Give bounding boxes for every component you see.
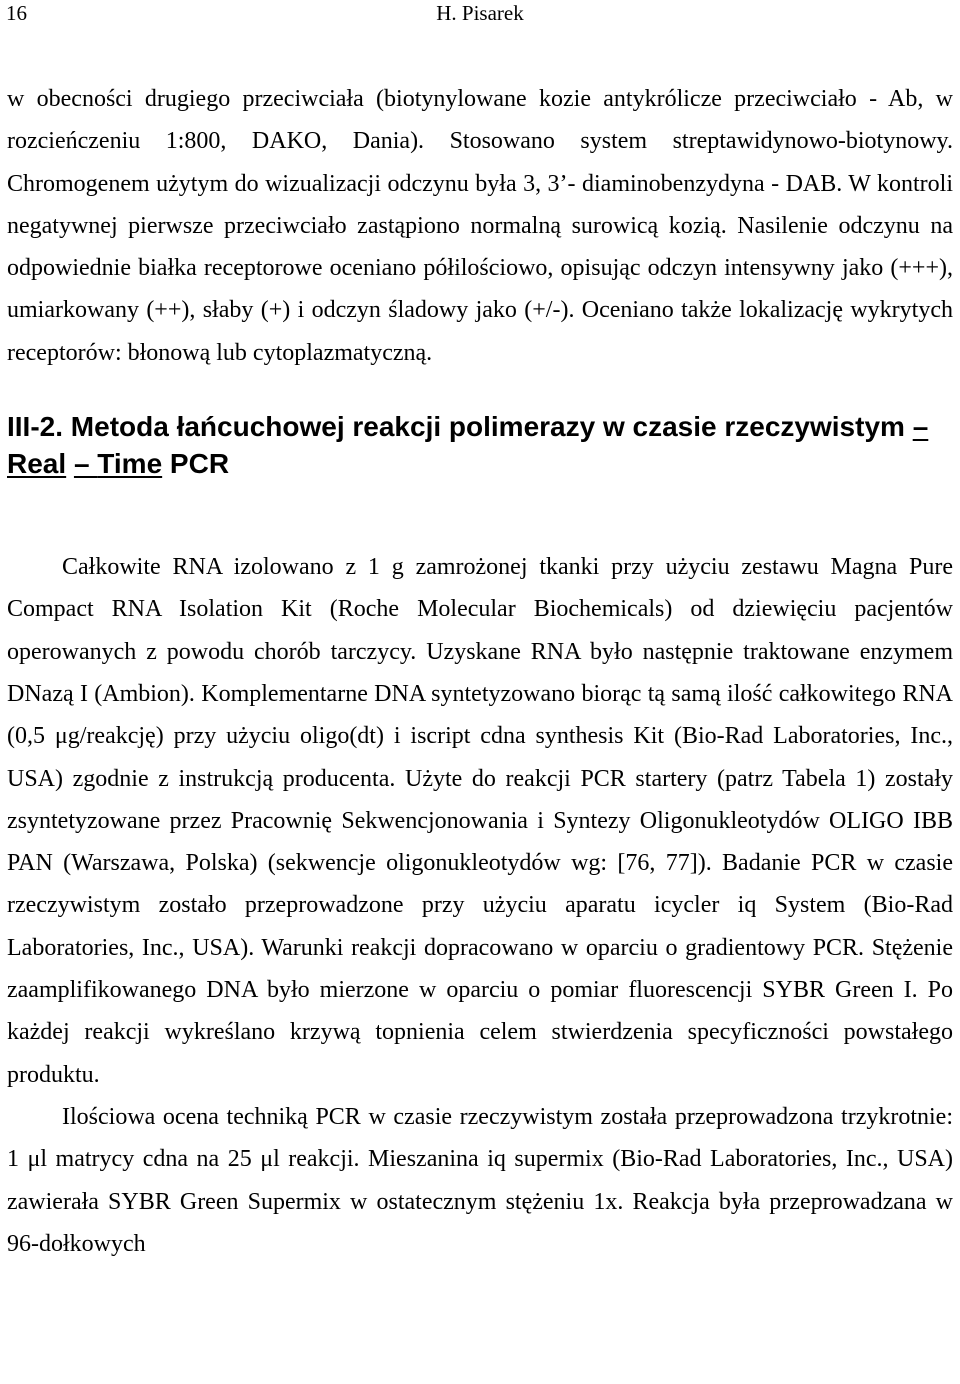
heading-pcr: PCR xyxy=(162,448,230,480)
section-heading-title: III-2. Metoda łańcuchowej reakcji polimerazy w czasie rzeczywistym xyxy=(7,411,913,443)
paragraph-immunohistochemistry: w obecności drugiego przeciwciała (biotynylowane kozie antykrólicze przeciwciało - Ab, w rozcieńczeniu 1:800, DAKO, Dania). Stosowano system streptawidynowo-biotynowy. Chromogenem użytym do wizualizacji odczynu była 3, 3’- diaminobenzydyna - DAB. W kontroli negatywnej pierwsze przeciwciało zastąpiono normalną surowicą kozią. Nasilenie odczynu na odpowiednie białka receptorowe oceniano półilościowo, opisując odczyn intensywny jako (+++), umiarkowany (++), słaby (+) i odczyn śladowy jako (+/-). Oceniano także lokalizację wykrytych receptorów: błonową lub cytoplazmatyczną. xyxy=(7,86,953,366)
section-heading xyxy=(7,408,953,482)
paragraph-quantitative-pcr: Ilościowa ocena techniką PCR w czasie rzeczywistym została przeprowadzona trzykrotnie: 1 μl matrycy cdna na 25 μl reakcji. Mieszanina iq supermix (Bio-Rad Laboratories, Inc., USA) zawierała SYBR Green Supermix w ostatecznym stężeniu 1x. Reakcja była przeprowadzana w 96-dołkowych xyxy=(7,1103,953,1257)
heading-time: Time xyxy=(97,448,163,480)
page-header xyxy=(0,0,960,28)
heading-real: Real xyxy=(7,448,67,480)
paragraph-rna-isolation: Całkowite RNA izolowano z 1 g zamrożonej tkanki przy użyciu zestawu Magna Pure Compact RNA Isolation Kit (Roche Molecular Biochemicals) od dziewięciu pacjentów operowanych z powodu chorób tarczycy. Uzyskane RNA było następnie traktowane enzymem DNazą I (Ambion). Komplementarne DNA syntetyzowano biorąc tą samą ilość całkowitego RNA (0,5 μg/reakcję) przy użyciu oligo(dt) i iscript cdna synthesis Kit (Bio-Rad Laboratories, Inc., USA) zgodnie z instrukcją producenta. Użyte do reakcji PCR startery (patrz Tabela 1) zostały zsyntetyzowane przez Pracownię Sekwencjonowania i Syntezy Oligonukleotydów OLIGO IBB PAN (Warszawa, Polska) (sekwencje oligonukleotydów wg: [76, 77]). Badanie PCR w czasie rzeczywistym zostało przeprowadzone przy użyciu aparatu icycler iq System (Bio-Rad Laboratories, Inc., USA). Warunki reakcji dopracowano w oparciu o gradientowy PCR. Stężenie zaamplifikowanego DNA było mierzone w oparciu o pomiar fluorescencji SYBR Green I. Po każdej reakcji wykreślano krzywą topnienia celem stwierdzenia specyficzności powstałego produktu. xyxy=(7,554,953,1088)
heading-dash-1: – xyxy=(912,411,929,443)
page-body xyxy=(7,78,953,1265)
heading-dash-2: – xyxy=(73,448,98,480)
page-number: 16 xyxy=(6,1,27,25)
section-heading-underlined-2 xyxy=(74,448,162,479)
running-head-author: H. Pisarek xyxy=(436,1,524,25)
heading-space xyxy=(66,448,74,479)
